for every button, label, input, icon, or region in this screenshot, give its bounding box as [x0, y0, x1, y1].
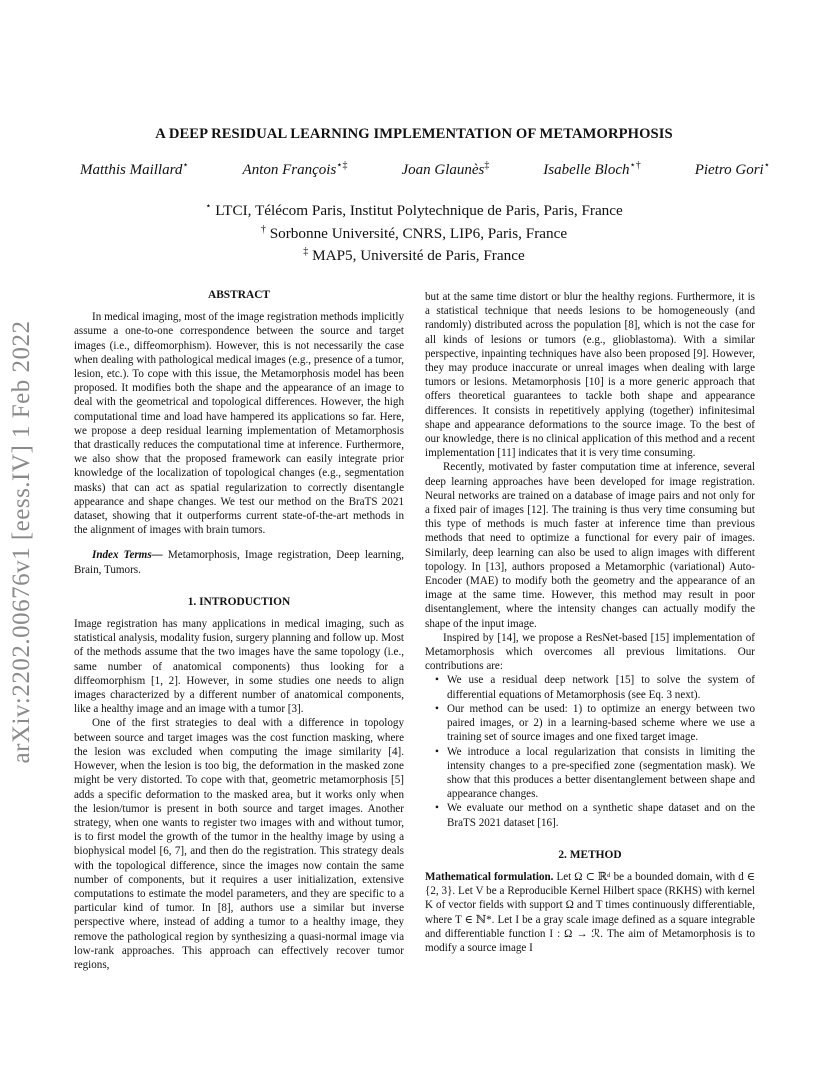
body-paragraph: but at the same time distort or blur the healthy regions. Furthermore, it is a statistical technique that needs lesions to be homogeneously (and randomly) distributed across the population [8], which is not the case for all kinds of lesions or tumors (e.g., glioblastoma). With a similar perspective, inpainting techniques have also been proposed [9]. However, they may produce inaccurate or unreal images when dealing with large tumors or lesions. Metamorphosis [10] is a more generic approach that offers theoretical guarantees to tackle both shape and appearance differences. It consists in repetitively applying (together) infinitesimal shape and appearance deformations to the source image. To the best of our knowledge, there is no clinical application of this method and a recent implementation [11] indicates that it is very time consuming. [425, 291, 755, 460]
author: Anton François⋆‡ [242, 160, 348, 178]
abstract-text: In medical imaging, most of the image registration methods implicitly assume a one-to-one correspondence between the source and target images (i.e., diffeomorphism). However, this is not necessarily the case when dealing with pathological medical images (e.g., presence of a tumor, lesion, etc.). To cope with this issue, the Metamorphosis model has been proposed. It modifies both the shape and the appearance of an image to deal with the geometrical and topological differences. However, the high computational time and load have hampered its applications so far. Here, we propose a deep residual learning implementation of Metamorphosis that drastically reduces the computational time at inference. Furthermore, we also show that the proposed framework can easily integrate prior knowledge of the localization of topological changes (e.g., segmentation masks) that can act as spatial regularization to correctly disentangle appearance and shape changes. We test our method on the BraTS 2021 dataset, showing that it outperforms current state-of-the-art methods in the alignment of images with brain tumors. [74, 311, 404, 537]
body-paragraph: Recently, motivated by faster computation time at inference, several deep learning approaches have been developed for image registration. Neural networks are trained on a database of image pairs and not only for a fixed pair of images [12]. The training is thus very time consuming but this type of methods is much faster at inference time than previous methods that need to optimize a functional for every pair of images. Similarly, deep learning can also be used to align images with different topology. In [13], authors proposed a Metamorphic (variational) Auto-Encoder (MAE) to modify both the geometry and the appearance of an image at the same time. However, this method may result in poor disentanglement, where the intensity changes can actually modify the shape of the input image. [425, 461, 755, 630]
intro-paragraph: Image registration has many applications in medical imaging, such as statistical analysis, modality fusion, surgery planning and follow up. Most of the methods assume that the two images have the same topology (i.e., same number of anatomical components) thus looking for a diffeomorphism [1, 2]. However, in some studies one needs to align images characterized by a different number of anatomical components, like a healthy image and an image with a tumor [3]. [74, 618, 404, 716]
affiliation: ⋆ LTCI, Télécom Paris, Institut Polytechnique de Paris, Paris, France [205, 201, 623, 220]
list-item: • We evaluate our method on a synthetic shape dataset and on the BraTS 2021 dataset [16]. [437, 801, 755, 829]
list-item: • Our method can be used: 1) to optimize an energy between two paired images, or 2) in a learning-based scheme where we use a training set of source images and one fixed target image. [437, 702, 755, 745]
list-item: • We introduce a local regularization that consists in limiting the intensity changes to a pre-specified zone (segmentation mask). We show that this produces a better disentanglement between shape and appearance changes. [437, 745, 755, 802]
author: Pietro Gori⋆ [694, 160, 770, 178]
contributions-list [425, 673, 755, 829]
affiliations [100, 198, 728, 266]
list-item: • We use a residual deep network [15] to solve the system of differential equations of Metamorphosis (see Eq. 3 next). [437, 673, 755, 701]
abstract-heading: ABSTRACT [207, 289, 271, 301]
author: Isabelle Bloch⋆† [543, 160, 641, 178]
intro-paragraph: One of the first strategies to deal with a difference in topology between source and target images was the cost function masking, where the lesion was excluded when computing the image similarity [4]. However, when the lesion is too big, the deformation in the masked zone might be very distorted. To cope with that, geometric metamorphosis [5] adds a specific deformation to the masked area, but it works only when the lesion/tumor is present in both source and target images. Another strategy, when one wants to register two images with and without tumor, is to first model the growth of the tumor in the healthy image by using a biophysical model [6, 7], and then do the registration. This strategy deals with the topological difference, since the images now contain the same number of components, but it requires a user initialization, extensive computations to estimate the model parameters, and they are specific to a particular kind of tumor. In [8], authors use a similar but inverse perspective where, instead of adding a tumor to a healthy image, they remove the pathological region by synthesizing a quasi-normal image via low-rank approaches. This approach can effectively recover tumor regions, [74, 717, 404, 971]
body-paragraph: Inspired by [14], we propose a ResNet-based [15] implementation of Metamorphosis which overcomes all previous limitations. Our contributions are: [425, 631, 755, 673]
arxiv-stamp: arXiv:2202.00676v1 [eess.IV] 1 Feb 2022 [8, 320, 35, 764]
method-paragraph: Mathematical formulation. Let Ω ⊂ ℝᵈ be a bounded domain, with d ∈ {2, 3}. Let V be a Reproducible Kernel Hilbert space (RKHS) with kernel K of vector fields with support Ω and T times continuously differentiable, where T ∈ ℕ*. Let I be a gray scale image defined as a square integrable and differentiable function I : Ω → ℛ. The aim of Metamorphosis is to modify a source image I [425, 870, 755, 954]
section-heading-introduction: 1. INTRODUCTION [187, 595, 291, 608]
section-heading-method: 2. METHOD [558, 848, 622, 861]
paper-title: A DEEP RESIDUAL LEARNING IMPLEMENTATION OF METAMORPHOSIS [155, 126, 673, 142]
author: Joan Glaunès‡ [401, 160, 490, 178]
author: Matthis Maillard⋆ [80, 160, 189, 178]
affiliation: † Sorbonne Université, CNRS, LIP6, Paris, France [260, 223, 568, 242]
affiliation: ‡ MAP5, Université de Paris, France [303, 246, 525, 265]
author-list [80, 160, 770, 179]
left-column [74, 288, 404, 972]
index-terms: Index Terms— Metamorphosis, Image registration, Deep learning, Brain, Tumors. [74, 549, 404, 576]
right-column [425, 290, 755, 955]
